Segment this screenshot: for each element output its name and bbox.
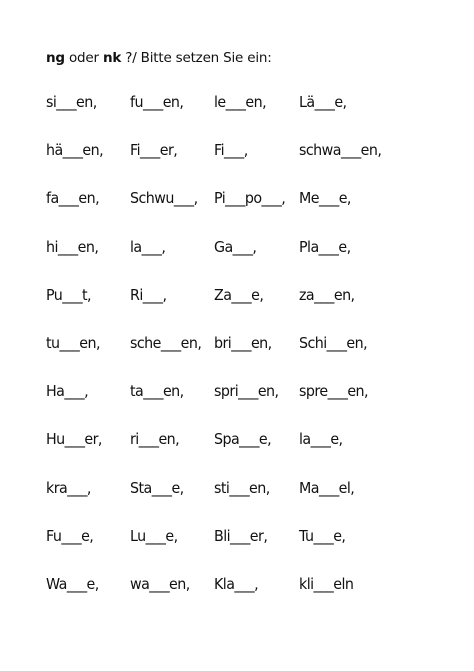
exercise-word: Hu___er, — [46, 430, 102, 449]
exercise-word: Pi___po___, — [214, 189, 286, 208]
exercise-word: kli___eln — [299, 574, 354, 593]
exercise-row — [46, 285, 446, 333]
exercise-word: Ha___, — [46, 382, 89, 401]
exercise-word: hi___en, — [46, 237, 99, 256]
exercise-word: Wa___e, — [46, 574, 99, 593]
exercise-word: Lä___e, — [299, 93, 347, 111]
exercise-word: Fu___e, — [46, 526, 94, 545]
exercise-word: la___e, — [299, 430, 343, 449]
exercise-word: Ri___, — [130, 285, 167, 304]
exercise-word: Pu___t, — [46, 285, 92, 304]
exercise-word: Ma___el, — [299, 478, 355, 497]
exercise-row — [46, 333, 446, 381]
exercise-row — [46, 574, 446, 622]
exercise-word: Spa___e, — [214, 430, 272, 449]
instruction-line — [46, 50, 272, 66]
exercise-word: Schwu___, — [130, 189, 198, 208]
exercise-word: Kla___, — [214, 574, 259, 593]
exercise-word: ri___en, — [130, 430, 180, 449]
instruction-connector: oder — [68, 50, 99, 66]
exercise-word: Fi___, — [214, 141, 248, 160]
exercise-row — [46, 140, 446, 188]
exercise-word: ta___en, — [130, 382, 184, 401]
instruction-text: ?/ Bitte setzen Sie ein: — [125, 50, 272, 66]
exercise-grid — [46, 92, 446, 622]
exercise-word: fu___en, — [130, 93, 184, 111]
exercise-row — [46, 92, 446, 140]
exercise-row — [46, 429, 446, 477]
exercise-row — [46, 188, 446, 236]
exercise-word: za___en, — [299, 285, 355, 304]
exercise-word: Me___e, — [299, 189, 351, 208]
exercise-row — [46, 526, 446, 574]
exercise-word: tu___en, — [46, 333, 100, 352]
exercise-word: spre___en, — [299, 382, 369, 401]
instruction-term-nk: nk — [102, 50, 122, 66]
exercise-word: la___, — [130, 237, 166, 256]
exercise-word: fa___en, — [46, 189, 100, 208]
exercise-word: Bli___er, — [214, 526, 268, 545]
exercise-word: wa___en, — [130, 574, 190, 593]
exercise-word: Sta___e, — [130, 478, 184, 497]
exercise-word: Lu___e, — [130, 526, 178, 545]
exercise-row — [46, 237, 446, 285]
exercise-word: Schi___en, — [299, 333, 368, 352]
instruction-term-ng: ng — [46, 50, 65, 66]
exercise-row — [46, 478, 446, 526]
exercise-row — [46, 381, 446, 429]
exercise-word: si___en, — [46, 93, 97, 111]
exercise-word: hä___en, — [46, 141, 104, 160]
exercise-word: sche___en, — [130, 333, 202, 352]
exercise-word: sti___en, — [214, 478, 270, 497]
exercise-word: le___en, — [214, 93, 267, 111]
exercise-word: Za___e, — [214, 285, 264, 304]
exercise-word: kra___, — [46, 478, 91, 497]
exercise-word: Fi___er, — [130, 141, 178, 160]
exercise-word: spri___en, — [214, 382, 279, 401]
exercise-word: schwa___en, — [299, 141, 382, 160]
exercise-word: Pla___e, — [299, 237, 351, 256]
exercise-word: Tu___e, — [299, 526, 346, 545]
exercise-word: Ga___, — [214, 237, 257, 256]
exercise-word: bri___en, — [214, 333, 272, 352]
